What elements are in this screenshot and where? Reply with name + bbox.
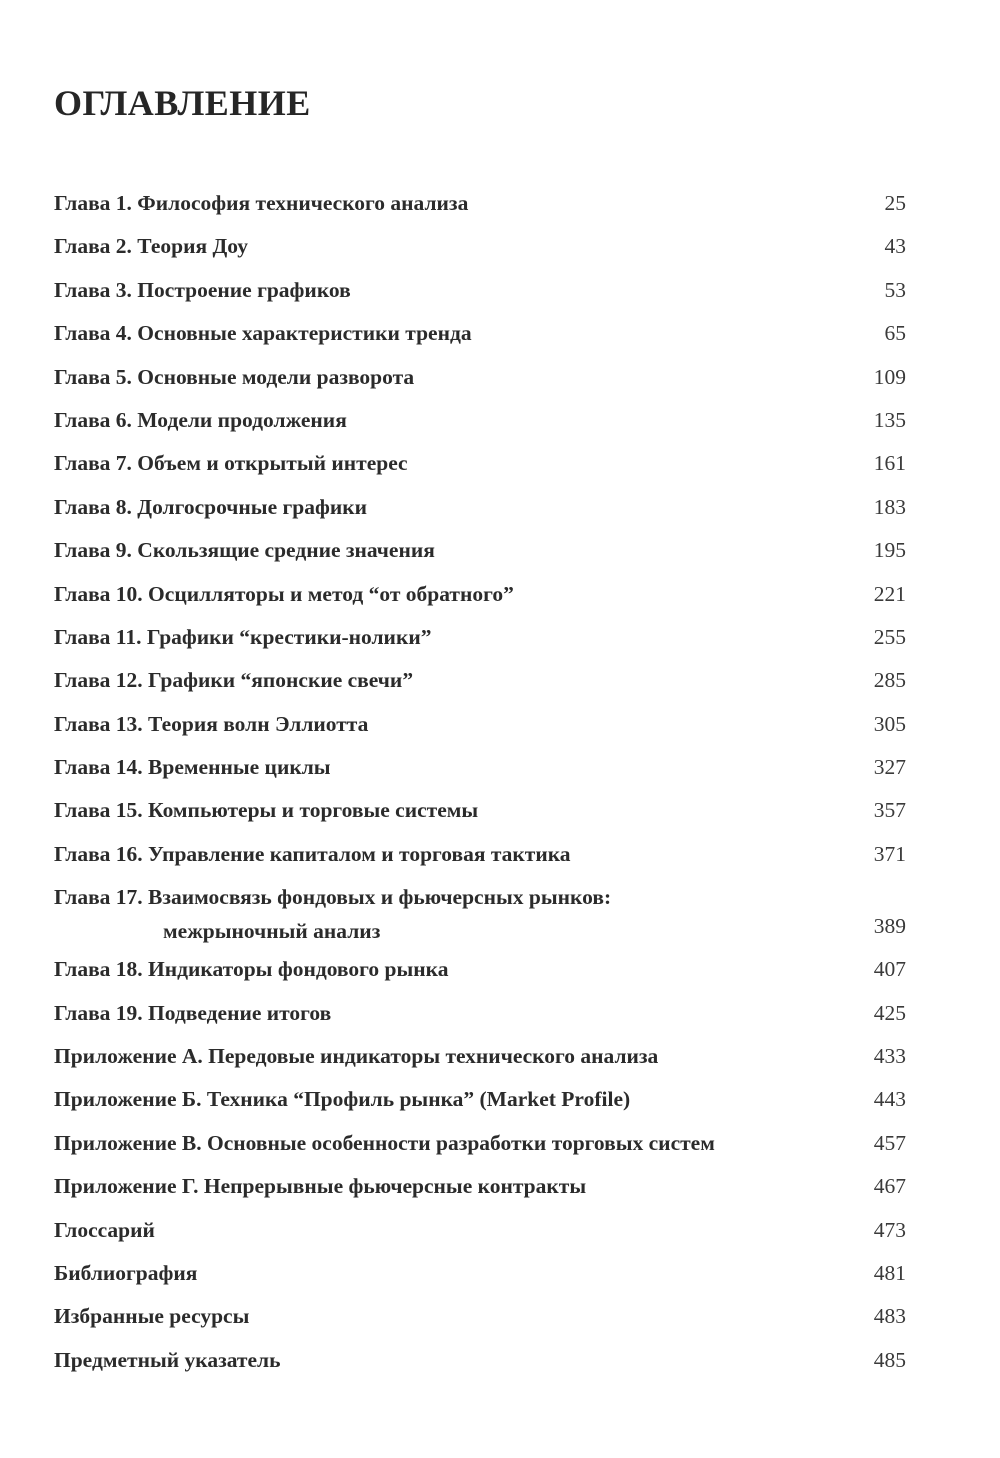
toc-entry-title: Глава 5. Основные модели разворота	[54, 364, 415, 389]
toc-entry-title: Глава 1. Философия технического анализа	[54, 191, 469, 215]
toc-entry-title: Глава 18. Индикаторы фондового рынка	[54, 957, 449, 982]
toc-entry-appendix-b[interactable]	[54, 1081, 906, 1124]
toc-entry-title: Предметный указатель	[54, 1347, 281, 1372]
toc-page-number: 183	[873, 494, 906, 519]
toc-entry-selected-resources[interactable]	[54, 1298, 906, 1341]
toc-entry-subject-index[interactable]	[54, 1342, 906, 1385]
toc-entry-title: Глава 11. Графики “крестики-нолики”	[54, 624, 432, 649]
toc-page-number: 481	[873, 1260, 906, 1285]
toc-page-number: 357	[873, 798, 906, 823]
table-of-contents	[54, 185, 906, 1385]
toc-entry-title-continuation: межрыночный анализ	[163, 919, 381, 944]
toc-entry-bibliography[interactable]	[54, 1255, 906, 1298]
toc-page-number: 327	[873, 755, 906, 780]
toc-entry-chapter-7[interactable]	[54, 445, 906, 488]
toc-entry-title: Приложение Г. Непрерывные фьючерсные контракты	[54, 1174, 587, 1199]
toc-entry-title: Глава 3. Построение графиков	[54, 277, 351, 302]
toc-page-number: 65	[884, 321, 906, 346]
toc-entry-chapter-10[interactable]	[54, 576, 906, 619]
toc-page-number: 425	[873, 1000, 906, 1025]
toc-entry-title: Глава 19. Подведение итогов	[54, 1000, 332, 1025]
toc-page-number: 135	[873, 407, 906, 432]
toc-page-number: 221	[873, 581, 906, 606]
toc-entry-chapter-6[interactable]	[54, 402, 906, 445]
toc-entry-chapter-8[interactable]	[54, 489, 906, 532]
toc-page-number: 305	[873, 711, 906, 736]
toc-entry-chapter-13[interactable]	[54, 706, 906, 749]
toc-entry-title: Приложение А. Передовые индикаторы технического анализа	[54, 1044, 659, 1069]
toc-page-number: 467	[873, 1174, 906, 1199]
toc-page-number: 195	[873, 538, 906, 563]
toc-page-number: 407	[873, 957, 906, 982]
toc-entry-chapter-3[interactable]	[54, 272, 906, 315]
toc-entry-chapter-19[interactable]	[54, 995, 906, 1038]
toc-entry-chapter-15[interactable]	[54, 792, 906, 835]
toc-entry-title: Глава 8. Долгосрочные графики	[54, 494, 368, 519]
toc-page-number: 457	[873, 1130, 906, 1155]
toc-entry-title: Глава 14. Временные циклы	[54, 755, 331, 780]
toc-entry-appendix-v[interactable]	[54, 1125, 906, 1168]
toc-page-number: 109	[873, 364, 906, 389]
toc-entry-chapter-1[interactable]	[54, 185, 906, 228]
toc-page-number: 285	[873, 668, 906, 693]
toc-entry-title: Глава 13. Теория волн Эллиотта	[54, 711, 369, 736]
toc-entry-title: Глава 15. Компьютеры и торговые системы	[54, 798, 479, 823]
toc-entry-appendix-g[interactable]	[54, 1168, 906, 1211]
toc-page-number: 161	[873, 451, 906, 476]
toc-entry-appendix-a[interactable]	[54, 1038, 906, 1081]
toc-entry-chapter-18[interactable]	[54, 951, 906, 994]
toc-entry-title: Приложение Б. Техника “Профиль рынка” (Market Profile)	[54, 1087, 631, 1112]
toc-entry-title: Глава 10. Осцилляторы и метод “от обратного”	[54, 581, 514, 606]
toc-page-number: 433	[873, 1044, 906, 1069]
toc-entry-chapter-2[interactable]	[54, 228, 906, 271]
toc-entry-chapter-5[interactable]	[54, 359, 906, 402]
toc-page-number: 371	[873, 841, 906, 866]
toc-entry-chapter-4[interactable]	[54, 315, 906, 358]
toc-entry-title: Глава 7. Объем и открытый интерес	[54, 451, 408, 476]
toc-entry-title: Приложение В. Основные особенности разработки торговых систем	[54, 1130, 715, 1155]
toc-page-number: 473	[873, 1217, 906, 1242]
toc-page-number: 25	[884, 191, 906, 215]
toc-entry-title: Глава 6. Модели продолжения	[54, 407, 347, 432]
page-title: ОГЛАВЛЕНИЕ	[54, 83, 311, 123]
toc-page-number: 443	[873, 1087, 906, 1112]
toc-entry-chapter-14[interactable]	[54, 749, 906, 792]
toc-page-number: 255	[873, 624, 906, 649]
toc-entry-chapter-9[interactable]	[54, 532, 906, 575]
toc-entry-title: Глава 16. Управление капиталом и торговая тактика	[54, 841, 571, 866]
toc-entry-title: Библиография	[54, 1260, 198, 1285]
toc-entry-chapter-16[interactable]	[54, 836, 906, 879]
toc-entry-chapter-17[interactable]	[54, 879, 906, 951]
toc-entry-title: Глоссарий	[54, 1217, 155, 1242]
toc-page-number: 485	[873, 1347, 906, 1372]
toc-page-number: 43	[884, 234, 906, 259]
toc-entry-chapter-12[interactable]	[54, 662, 906, 705]
toc-page-number: 53	[884, 277, 906, 302]
toc-entry-title: Глава 17. Взаимосвязь фондовых и фьючерсных рынков:	[54, 885, 612, 910]
toc-entry-title: Глава 12. Графики “японские свечи”	[54, 668, 414, 693]
toc-entry-title: Глава 2. Теория Доу	[54, 234, 248, 259]
toc-page-number: 483	[873, 1304, 906, 1329]
toc-entry-glossary[interactable]	[54, 1212, 906, 1255]
toc-entry-title: Избранные ресурсы	[54, 1304, 250, 1329]
toc-entry-title: Глава 4. Основные характеристики тренда	[54, 321, 472, 346]
toc-entry-title: Глава 9. Скользящие средние значения	[54, 538, 435, 563]
toc-page-number: 389	[873, 914, 906, 939]
toc-entry-chapter-11[interactable]	[54, 619, 906, 662]
